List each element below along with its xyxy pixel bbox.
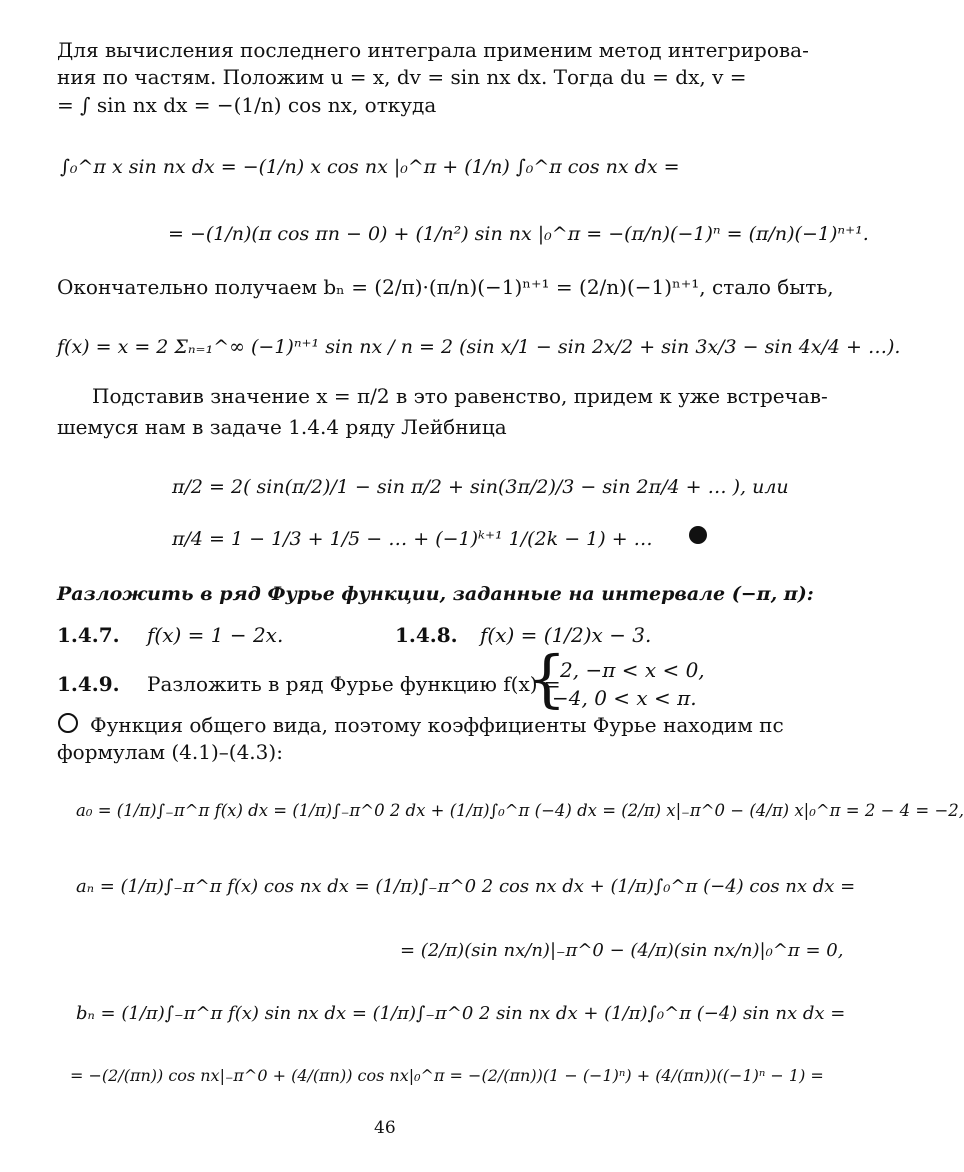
problem-1-4-7-formula: f(x) = 1 − 2x.	[147, 623, 284, 647]
equation-a0: a₀ = (1/π)∫₋π^π f(x) dx = (1/π)∫₋π^0 2 dx + (1/π)∫₀^π (−4) dx = (2/π) x|₋π^0 − (4/π) x|₀^π = 2 − 4 = −2,	[76, 801, 964, 820]
paragraph-2-line-1: Подставив значение x = π/2 в это равенство, придем к уже встречав-	[92, 384, 828, 408]
paragraph-1-line-3: = ∫ sin nx dx = −(1/n) cos nx, откуда	[57, 93, 437, 117]
equation-leibniz-line-2: π/4 = 1 − 1/3 + 1/5 − … + (−1)ᵏ⁺¹ 1/(2k − 1) + …	[172, 528, 653, 550]
equation-integral-line-2: = −(1/n)(π cos πn − 0) + (1/n²) sin nx |₀^π = −(π/n)(−1)ⁿ = (π/n)(−1)ⁿ⁺¹.	[168, 223, 869, 245]
problem-1-4-9-text: Разложить в ряд Фурье функцию f(x) =	[147, 672, 561, 696]
equation-an-line-2: = (2/π)(sin nx/n)|₋π^0 − (4/π)(sin nx/n)|₀^π = 0,	[400, 940, 844, 961]
task-header: Разложить в ряд Фурье функции, заданные на интервале (−π, π):	[57, 583, 814, 605]
piecewise-brace: {	[527, 642, 567, 715]
paragraph-3-line-1: Функция общего вида, поэтому коэффициенты Фурье находим пс	[90, 713, 784, 737]
problem-1-4-8-formula: f(x) = (1/2)x − 3.	[480, 623, 652, 647]
equation-bn-line-2: = −(2/(πn)) cos nx|₋π^0 + (4/(πn)) cos nx|₀^π = −(2/(πn))(1 − (−1)ⁿ) + (4/(πn))((−1)ⁿ − 1) =	[70, 1066, 824, 1085]
problem-1-4-8-number: 1.4.8.	[395, 623, 458, 647]
page-number: 46	[374, 1118, 396, 1138]
paragraph-1-line-2: ния по частям. Положим u = x, dv = sin nx dx. Тогда du = dx, v =	[57, 65, 747, 89]
equation-integral-line-1: ∫₀^π x sin nx dx = −(1/n) x cos nx |₀^π + (1/n) ∫₀^π cos nx dx =	[60, 156, 680, 178]
piecewise-case-1: 2, −π < x < 0,	[560, 658, 705, 682]
equation-an-line-1: aₙ = (1/π)∫₋π^π f(x) cos nx dx = (1/π)∫₋π^0 2 cos nx dx + (1/π)∫₀^π (−4) cos nx dx =	[76, 876, 856, 897]
paragraph-1-line-1: Для вычисления последнего интеграла применим метод интегрирова-	[57, 38, 809, 62]
equation-fourier-series: f(x) = x = 2 Σₙ₌₁^∞ (−1)ⁿ⁺¹ sin nx / n = 2 (sin x/1 − sin 2x/2 + sin 3x/3 − sin 4x/4 + …).	[57, 336, 901, 358]
problem-1-4-7-number: 1.4.7.	[57, 623, 120, 647]
paragraph-3-line-2: формулам (4.1)–(4.3):	[57, 740, 283, 764]
problem-1-4-9-number: 1.4.9.	[57, 672, 120, 696]
bn-result-line: Окончательно получаем bₙ = (2/π)·(π/n)(−1)ⁿ⁺¹ = (2/n)(−1)ⁿ⁺¹, стало быть,	[57, 275, 834, 299]
equation-bn-line-1: bₙ = (1/π)∫₋π^π f(x) sin nx dx = (1/π)∫₋π^0 2 sin nx dx + (1/π)∫₀^π (−4) sin nx dx =	[76, 1003, 846, 1024]
solution-start-marker	[58, 713, 78, 733]
end-of-solution-marker	[689, 526, 707, 544]
paragraph-2-line-2: шемуся нам в задаче 1.4.4 ряду Лейбница	[57, 415, 507, 439]
equation-leibniz-line-1: π/2 = 2( sin(π/2)/1 − sin π/2 + sin(3π/2)/3 − sin 2π/4 + … ), или	[172, 476, 789, 498]
piecewise-case-2: −4, 0 < x < π.	[552, 686, 697, 710]
